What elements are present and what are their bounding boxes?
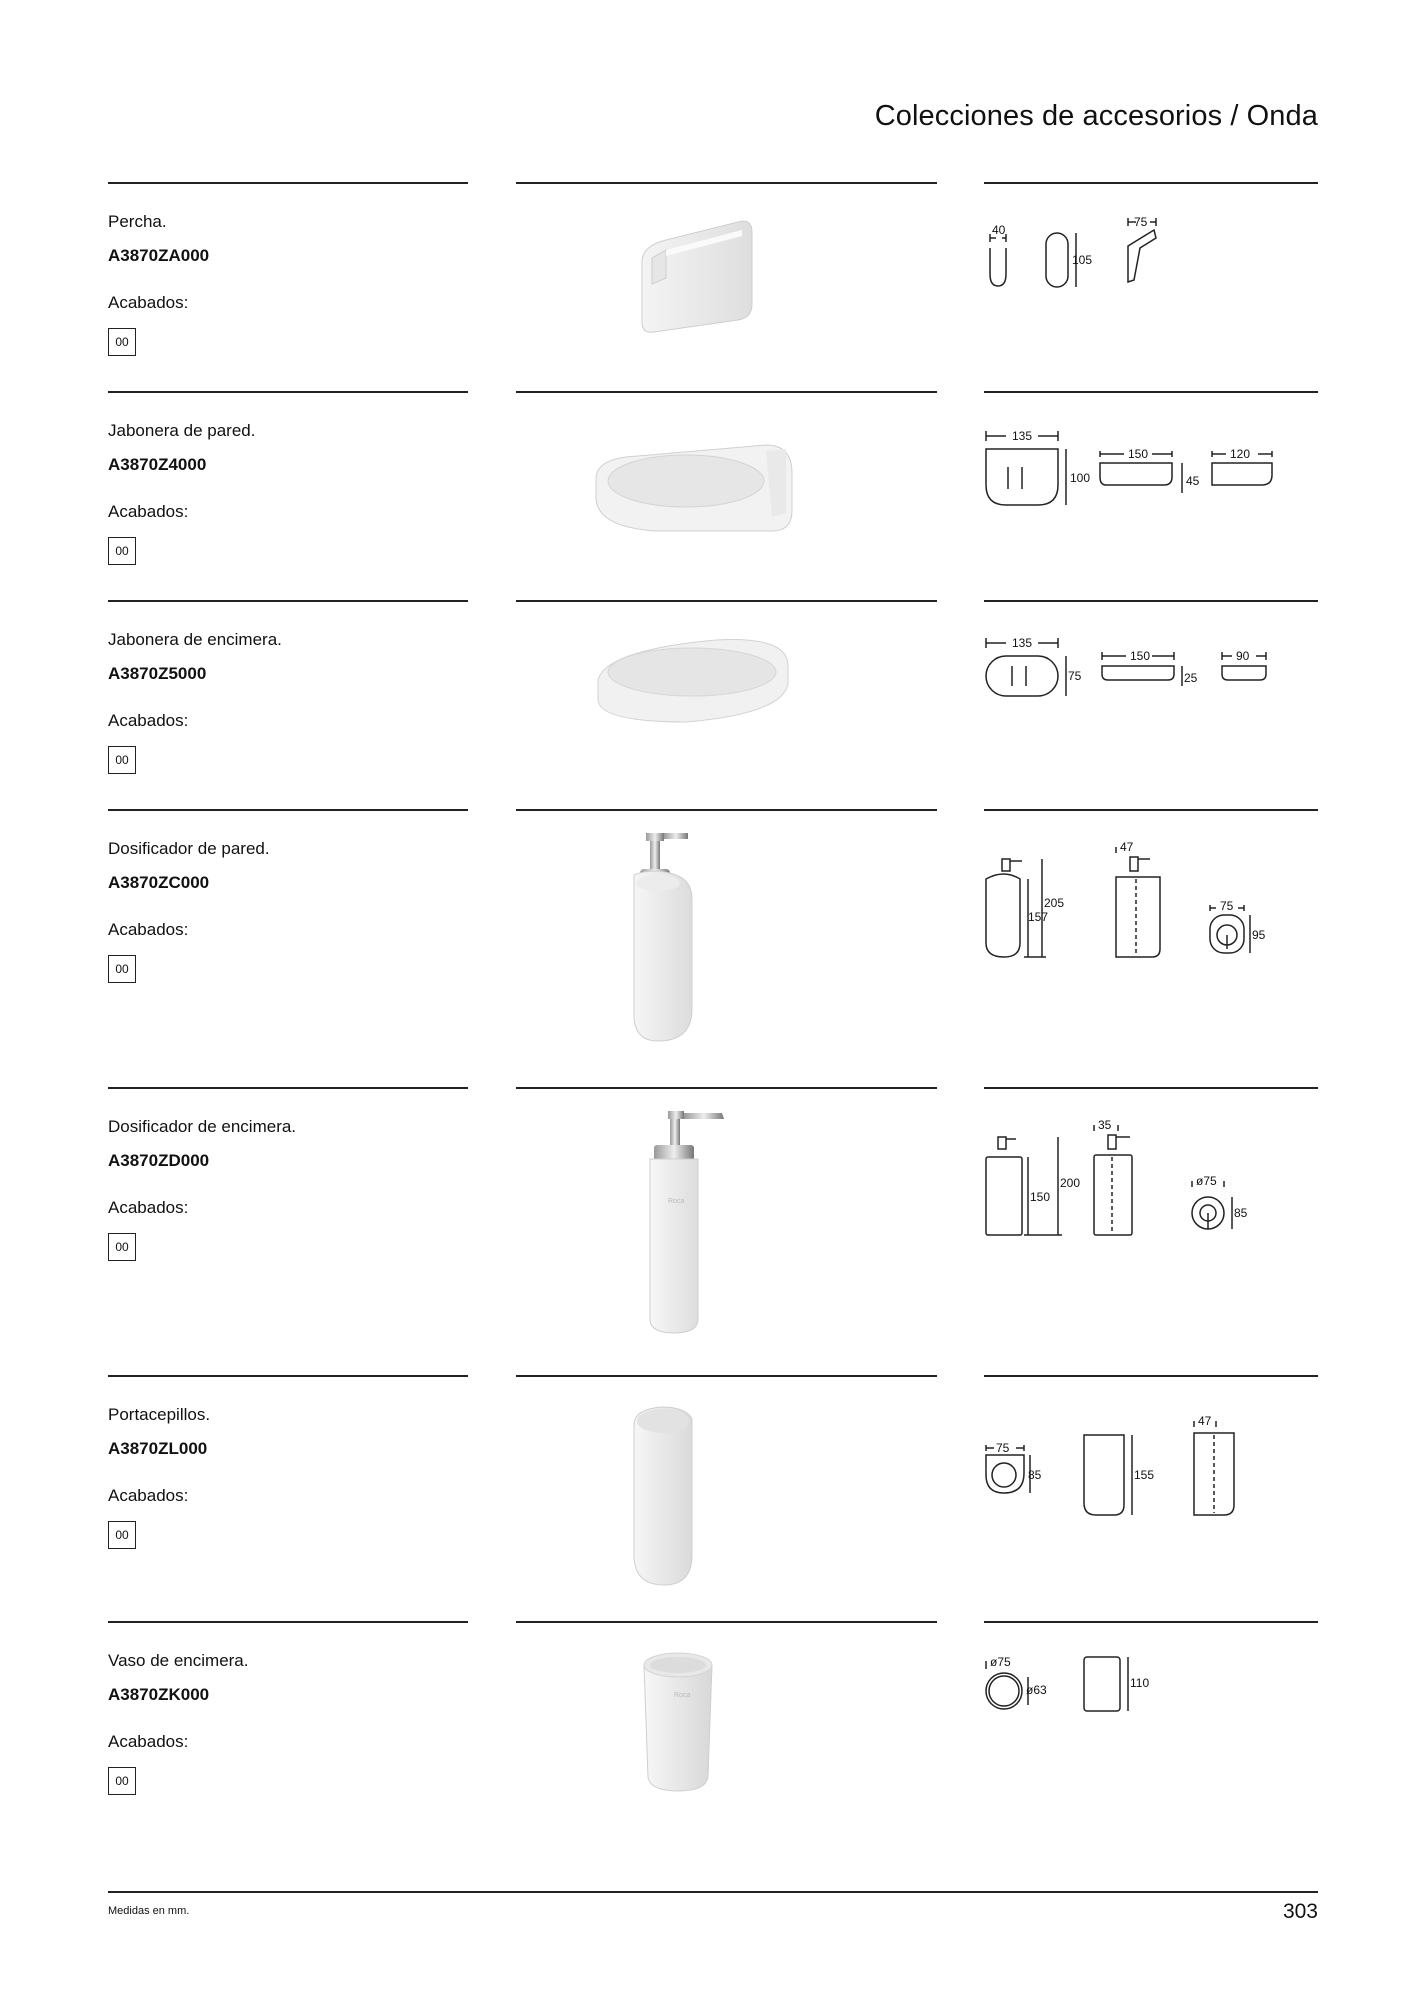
product-code: A3870ZC000: [108, 873, 210, 892]
product-name: Dosificador de encimera.: [108, 1117, 297, 1136]
finish-swatch[interactable]: 00: [108, 955, 136, 983]
row-divider: [108, 1087, 468, 1089]
dimension-label: 157: [1028, 910, 1049, 924]
dimension-label: 150: [1030, 1190, 1051, 1204]
row-divider: [516, 600, 937, 602]
product-row-countertop-soap-dish: [0, 600, 1414, 800]
dimension-label: 75: [996, 1441, 1010, 1455]
finish-swatch[interactable]: 00: [108, 1233, 136, 1261]
finish-label: Acabados:: [108, 1486, 189, 1505]
product-row-tumbler: [0, 1621, 1414, 1821]
row-divider: [108, 809, 468, 811]
product-info: [108, 1117, 448, 1261]
dimension-drawing: [984, 1087, 1318, 1347]
dimension-label: 135: [1012, 636, 1033, 650]
dimension-label: 75: [1134, 215, 1148, 229]
row-divider: [516, 1621, 937, 1623]
dimension-label: 85: [1028, 1468, 1042, 1482]
product-row-percha: [0, 182, 1414, 382]
dimension-label: 75: [1068, 669, 1082, 683]
dimension-label: 47: [1198, 1414, 1212, 1428]
row-divider: [516, 1375, 937, 1377]
dimension-label: 120: [1230, 447, 1251, 461]
dimension-label: 45: [1186, 474, 1200, 488]
row-divider: [516, 182, 937, 184]
row-divider: [516, 1087, 937, 1089]
dimension-label: 110: [1130, 1676, 1150, 1690]
countertop-soap-dish-icon: [516, 610, 937, 780]
svg-text:Roca: Roca: [668, 1198, 685, 1205]
dimension-label: 95: [1252, 928, 1266, 942]
dimension-label: 47: [1120, 840, 1134, 854]
dimension-label: 200: [1060, 1176, 1081, 1190]
dimension-drawing: [984, 391, 1318, 571]
countertop-soap-dispenser-icon: [516, 1097, 937, 1347]
product-code: A3870ZK000: [108, 1685, 210, 1704]
product-name: Dosificador de pared.: [108, 839, 270, 858]
dimension-label: 150: [1128, 447, 1149, 461]
dimension-label: 75: [1220, 899, 1234, 913]
product-code: A3870Z5000: [108, 664, 207, 683]
wall-soap-dish-icon: [516, 401, 937, 571]
row-divider: [108, 1621, 468, 1623]
product-code: A3870Z4000: [108, 455, 207, 474]
dimension-label: ø75: [1196, 1174, 1217, 1188]
finish-label: Acabados:: [108, 502, 189, 521]
product-info: [108, 1405, 448, 1549]
wall-soap-dispenser-icon: [516, 819, 937, 1059]
row-divider: [108, 600, 468, 602]
dimension-label: 135: [1012, 429, 1033, 443]
finish-swatch[interactable]: 00: [108, 328, 136, 356]
product-name: Portacepillos.: [108, 1405, 211, 1424]
dimension-label: ø63: [1026, 1683, 1047, 1697]
product-info: [108, 212, 448, 356]
product-info: [108, 1651, 448, 1795]
product-name: Vaso de encimera.: [108, 1651, 249, 1670]
row-divider: [516, 809, 937, 811]
finish-label: Acabados:: [108, 1732, 189, 1751]
product-row-wall-soap-dish: [0, 391, 1414, 591]
dimension-drawing: [984, 182, 1318, 362]
page-title: Colecciones de accesorios / Onda: [874, 100, 1318, 132]
tumbler-icon: [516, 1631, 937, 1811]
finish-label: Acabados:: [108, 920, 189, 939]
row-divider: [108, 391, 468, 393]
product-code: A3870ZD000: [108, 1151, 210, 1170]
footnote: Medidas en mm.: [108, 1905, 190, 1917]
product-name: Jabonera de encimera.: [108, 630, 282, 649]
row-divider: [108, 1375, 468, 1377]
dimension-label: 40: [992, 223, 1006, 237]
product-info: [108, 630, 448, 774]
footer-divider: [108, 1891, 1318, 1893]
dimension-label: 100: [1070, 471, 1091, 485]
dimension-label: 155: [1134, 1468, 1155, 1482]
product-info: [108, 839, 448, 983]
finish-swatch[interactable]: 00: [108, 1521, 136, 1549]
dimension-label: 150: [1130, 649, 1151, 663]
finish-swatch[interactable]: 00: [108, 1767, 136, 1795]
dimension-label: ø75: [990, 1655, 1011, 1669]
product-row-toothbrush-holder: [0, 1375, 1414, 1615]
product-code: A3870ZL000: [108, 1439, 208, 1458]
finish-label: Acabados:: [108, 1198, 189, 1217]
product-row-wall-soap-dispenser: [0, 809, 1414, 1079]
row-divider: [516, 391, 937, 393]
product-row-countertop-soap-dispenser: [0, 1087, 1414, 1367]
dimension-drawing: [984, 1375, 1318, 1595]
product-code: A3870ZA000: [108, 246, 210, 265]
product-name: Jabonera de pared.: [108, 421, 256, 440]
finish-label: Acabados:: [108, 711, 189, 730]
dimension-label: 85: [1234, 1206, 1248, 1220]
dimension-drawing: [984, 600, 1318, 780]
product-info: [108, 421, 448, 565]
dimension-drawing: [984, 809, 1318, 1069]
svg-text:Roca: Roca: [674, 1692, 691, 1699]
dimension-drawing: [984, 1621, 1318, 1801]
dimension-label: 105: [1072, 253, 1093, 267]
dimension-label: 25: [1184, 671, 1198, 685]
finish-label: Acabados:: [108, 293, 189, 312]
finish-swatch[interactable]: 00: [108, 537, 136, 565]
toothbrush-holder-icon: [516, 1385, 937, 1605]
dimension-label: 35: [1098, 1118, 1112, 1132]
dimension-label: 205: [1044, 896, 1065, 910]
row-divider: [108, 182, 468, 184]
robe-hook-icon: [516, 192, 937, 362]
product-name: Percha.: [108, 212, 167, 231]
dimension-label: 90: [1236, 649, 1250, 663]
page-number: 303: [1282, 1900, 1318, 1923]
finish-swatch[interactable]: 00: [108, 746, 136, 774]
